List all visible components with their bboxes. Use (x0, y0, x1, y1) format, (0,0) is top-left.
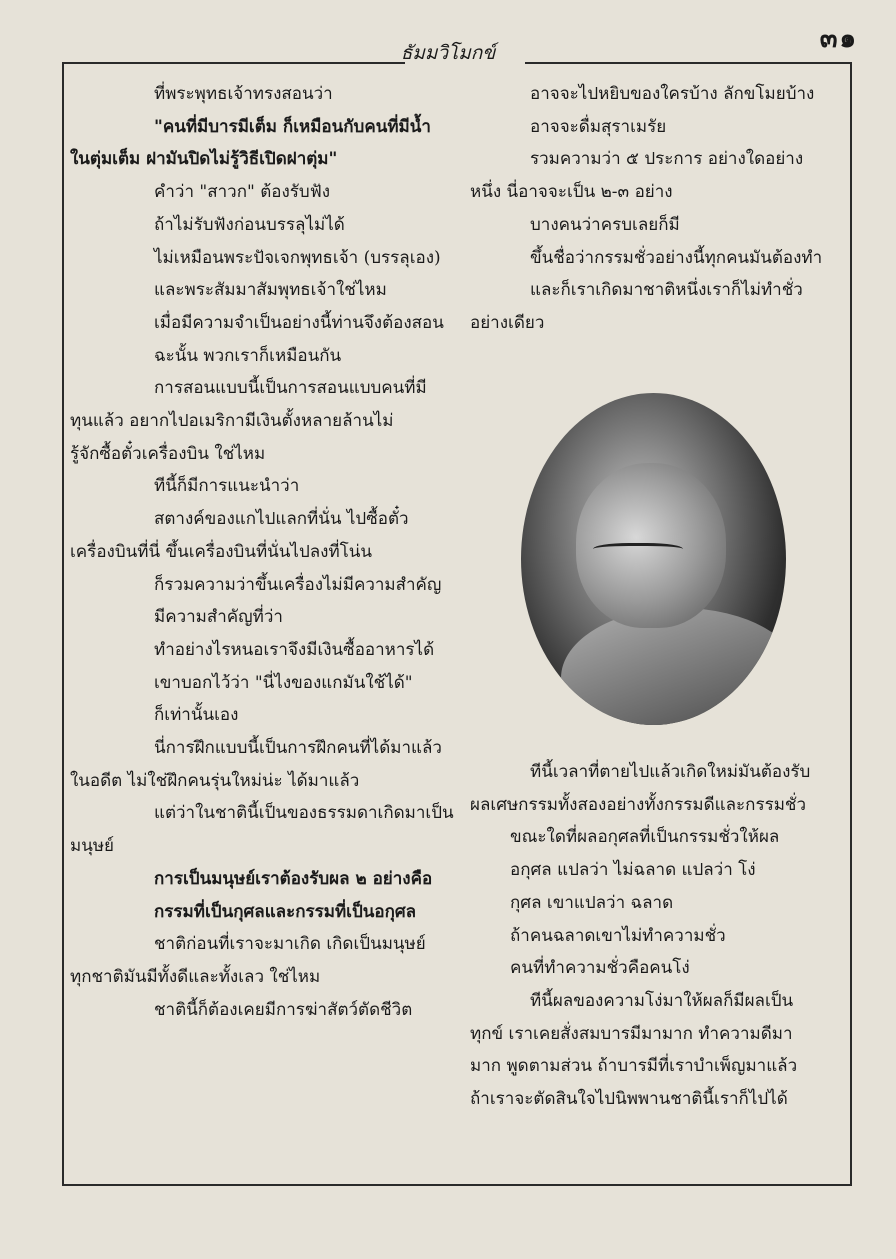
text-line: เครื่องบินที่นี่ ขึ้นเครื่องบินที่นั่นไปลงที่โน่น (70, 541, 373, 562)
text-line: ถ้าคนฉลาดเขาไม่ทำความชั่ว (510, 925, 726, 946)
text-line: ทุกชาติมันมีทั้งดีและทั้งเลว ใช่ไหม (70, 966, 321, 987)
running-header-title: ธัมมวิโมกข์ (400, 42, 496, 64)
text-line: นี่การฝึกแบบนี้เป็นการฝึกคนที่ได้มาแล้ว (154, 738, 442, 759)
text-line: อกุศล แปลว่า ไม่ฉลาด แปลว่า โง่ (510, 860, 756, 881)
page-number: ๓๑ (819, 24, 858, 54)
text-line: ขณะใดที่ผลอกุศลที่เป็นกรรมชั่วให้ผล (510, 827, 780, 848)
text-line: ทำอย่างไรหนอเราจึงมีเงินซื้ออาหารได้ (154, 639, 435, 660)
text-line: มีความสำคัญที่ว่า (154, 607, 283, 628)
text-line: อาจจะดื่มสุราเมรัย (530, 116, 667, 137)
text-line: ก็เท่านั้นเอง (154, 705, 239, 726)
text-line: ในอดีต ไม่ใช่ฝึกคนรุ่นใหม่น่ะ ได้มาแล้ว (70, 770, 360, 791)
text-line: และก็เราเกิดมาชาติหนึ่งเราก็ไม่ทำชั่ว (530, 280, 803, 301)
text-line: คำว่า "สาวก" ต้องรับฟัง (154, 182, 331, 203)
text-line: ชาติก่อนที่เราจะมาเกิด เกิดเป็นมนุษย์ (154, 934, 426, 955)
text-line: ทีนี้ผลของความโง่มาให้ผลก็มีผลเป็น (530, 990, 794, 1011)
text-line: ทีนี้เวลาที่ตายไปแล้วเกิดใหม่มันต้องรับ (530, 762, 811, 782)
text-line: การสอนแบบนี้เป็นการสอนแบบคนที่มี (154, 378, 427, 399)
text-line: ก็รวมความว่าขึ้นเครื่องไม่มีความสำคัญ (154, 574, 442, 595)
text-line: การเป็นมนุษย์เราต้องรับผล ๒ อย่างคือ (154, 868, 433, 889)
text-line: เมื่อมีความจำเป็นอย่างนี้ท่านจึงต้องสอน (154, 312, 444, 333)
text-line: มาก พูดตามส่วน ถ้าบารมีที่เราบำเพ็ญมาแล้ว (470, 1056, 798, 1077)
text-line: ที่พระพุทธเจ้าทรงสอนว่า (154, 84, 333, 104)
text-line: บางคนว่าครบเลยก็มี (530, 214, 680, 235)
glasses-shape (593, 543, 683, 558)
text-line: ถ้าไม่รับฟังก่อนบรรลุไม่ได้ (154, 214, 345, 235)
right-text-column-top (470, 78, 840, 340)
text-line: รู้จักซื้อตั๋วเครื่องบิน ใช่ไหม (70, 443, 266, 464)
text-line: หนึ่ง นี่อาจจะเป็น ๒-๓ อย่าง (470, 182, 673, 203)
text-line: รวมความว่า ๕ ประการ อย่างใดอย่าง (530, 149, 804, 170)
text-line: ผลเศษกรรมทั้งสองอย่างทั้งกรรมดีและกรรมชั่ว (470, 794, 807, 815)
text-line: ทุนแล้ว อยากไปอเมริกามีเงินตั้งหลายล้านไม่ (70, 411, 394, 432)
text-line: ไม่เหมือนพระปัจเจกพุทธเจ้า (บรรลุเอง) (154, 247, 441, 268)
text-line: ทุกข์ เราเคยสั่งสมบารมีมามาก ทำความดีมา (470, 1023, 793, 1044)
text-line: ทีนี้ก็มีการแนะนำว่า (154, 476, 300, 497)
text-line: อย่างเดียว (470, 312, 545, 333)
text-line: ฉะนั้น พวกเราก็เหมือนกัน (154, 345, 342, 366)
text-line: กรรมที่เป็นกุศลและกรรมที่เป็นอกุศล (154, 901, 417, 922)
text-line: สตางค์ของแกไปแลกที่นั่น ไปซื้อตั๋ว (154, 509, 409, 530)
text-line: ขึ้นชื่อว่ากรรมชั่วอย่างนี้ทุกคนมันต้องทำ (530, 247, 823, 268)
text-line: ในตุ่มเต็ม ฝามันปิดไม่รู้วิธีเปิดฝาตุ่ม" (70, 149, 338, 170)
text-line: อาจจะไปหยิบของใครบ้าง ลักขโมยบ้าง (530, 84, 815, 104)
text-line: ชาตินี้ก็ต้องเคยมีการฆ่าสัตว์ตัดชีวิต (154, 999, 413, 1020)
left-text-column (70, 78, 460, 1026)
right-text-column-bottom (470, 756, 840, 1116)
text-line: ถ้าเราจะตัดสินใจไปนิพพานชาตินี้เราก็ไปได้ (470, 1089, 788, 1110)
text-line: มนุษย์ (70, 836, 114, 857)
text-line: กุศล เขาแปลว่า ฉลาด (510, 892, 674, 913)
text-line: "คนที่มีบารมีเต็ม ก็เหมือนกับคนที่มีน้ำ (154, 116, 431, 137)
monk-portrait-photo (521, 393, 786, 725)
text-line: และพระสัมมาสัมพุทธเจ้าใช่ไหม (154, 280, 387, 301)
text-line: เขาบอกไว้ว่า "นี่ไงของแกมันใช้ได้" (154, 672, 413, 693)
text-line: คนที่ทำความชั่วคือคนโง่ (510, 958, 690, 979)
text-line: แต่ว่าในชาตินี้เป็นของธรรมดาเกิดมาเป็น (154, 803, 454, 824)
